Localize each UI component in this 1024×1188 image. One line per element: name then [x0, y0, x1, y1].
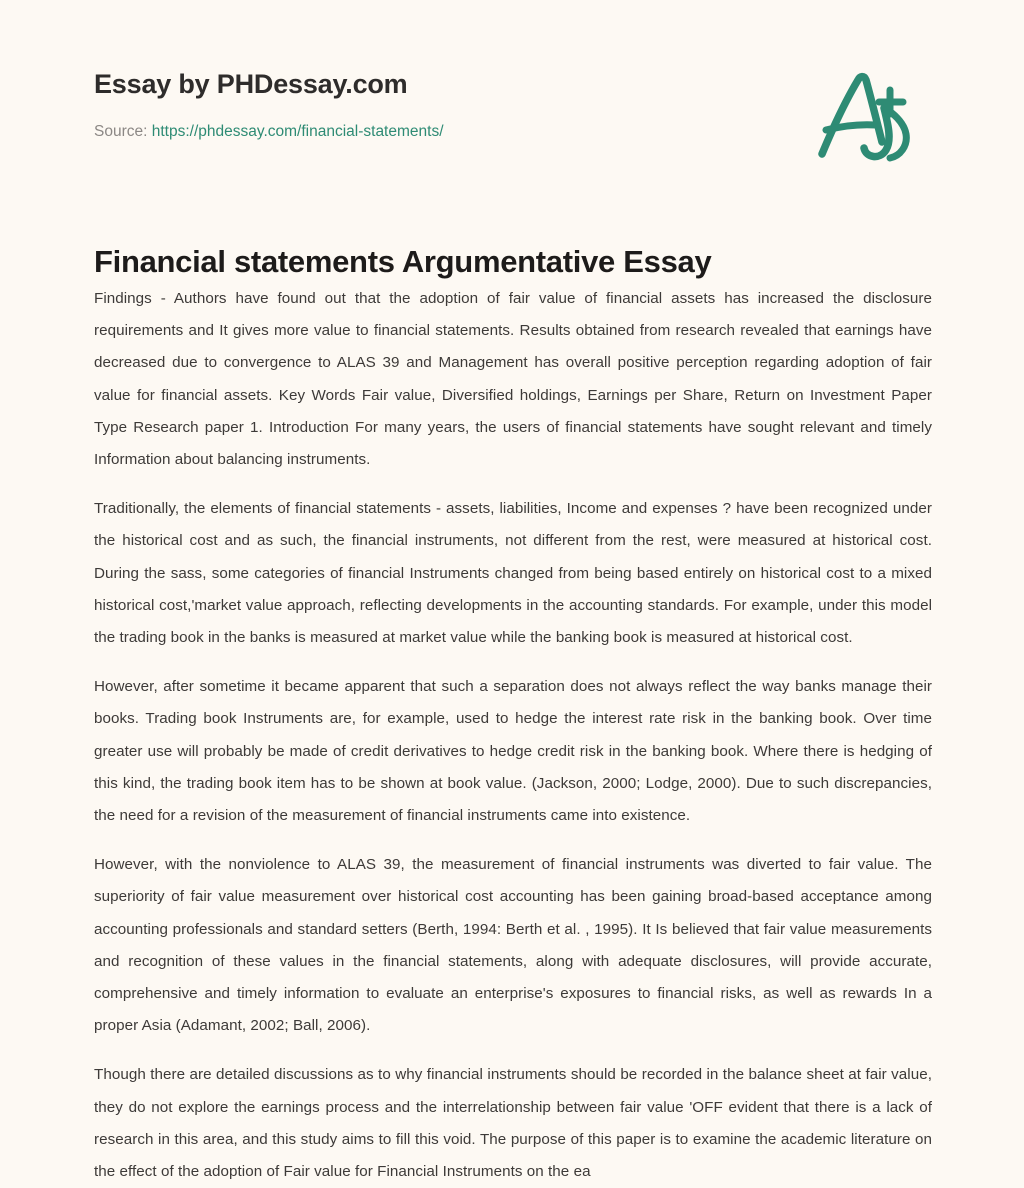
- brand-title: Essay by PHDessay.com: [94, 69, 408, 99]
- essay-body: [94, 283, 932, 1188]
- source-url-link[interactable]: https://phdessay.com/financial-statements/: [151, 123, 444, 140]
- body-paragraph: Findings - Authors have found out that the adoption of fair value of financial assets has increased the disclosure requirements and It gives more value to financial statements. Results obtained from research revealed that earnings have decreased due to convergence to ALAS 39 and Management has overall positive perception regarding adoption of fair value for financial assets. Key Words Fair value, Diversified holdings, Earnings per Share, Return on Investment Paper Type Research paper 1. Introduction For many years, the users of financial statements have sought relevant and timely Information about balancing instruments.: [94, 290, 932, 469]
- a-plus-handwritten-logo: [812, 68, 928, 164]
- page-header: [0, 0, 1024, 196]
- body-paragraph: Though there are detailed discussions as to why financial instruments should be recorded in the balance sheet at fair value, they do not explore the earnings process and the interrelationship between fair value 'OFF evident that there is a lack of research in this area, and this study aims to fill this void. The purpose of this paper is to examine the academic literature on the effect of the adoption of Fair value for Financial Instruments on the ea: [94, 1066, 932, 1181]
- source-label: Source:: [94, 123, 148, 140]
- body-paragraph: However, with the nonviolence to ALAS 39, the measurement of financial instruments was diverted to fair value. The superiority of fair value measurement over historical cost accounting has been gaining broad-based acceptance among accounting professionals and standard setters (Berth, 1994: Berth et al. , 1995). It Is believed that fair value measurements and recognition of these values in the financial statements, along with adequate disclosures, will provide accurate, comprehensive and timely information to evaluate an enterprise's exposures to financial risks, as well as rewards In a proper Asia (Adamant, 2002; Ball, 2006).: [94, 856, 932, 1035]
- body-paragraph: Traditionally, the elements of financial statements - assets, liabilities, Income and expenses ? have been recognized under the historical cost and as such, the financial instruments, not different from the rest, were measured at historical cost. During the sass, some categories of financial Instruments changed from being based entirely on historical cost to a mixed historical cost,'market value approach, reflecting developments in the accounting standards. For example, under this model the trading book in the banks is measured at market value while the banking book is measured at historical cost.: [94, 500, 932, 647]
- a-plus-logo-icon: [812, 68, 928, 164]
- page-title: Financial statements Argumentative Essay: [94, 243, 712, 279]
- body-paragraph: However, after sometime it became apparent that such a separation does not always reflect the way banks manage their books. Trading book Instruments are, for example, used to hedge the interest rate risk in the banking book. Over time greater use will probably be made of credit derivatives to hedge credit risk in the banking book. Where there is hedging of this kind, the trading book item has to be shown at book value. (Jackson, 2000; Lodge, 2000). Due to such discrepancies, the need for a revision of the measurement of financial instruments came into existence.: [94, 678, 932, 825]
- source-line: [94, 124, 444, 140]
